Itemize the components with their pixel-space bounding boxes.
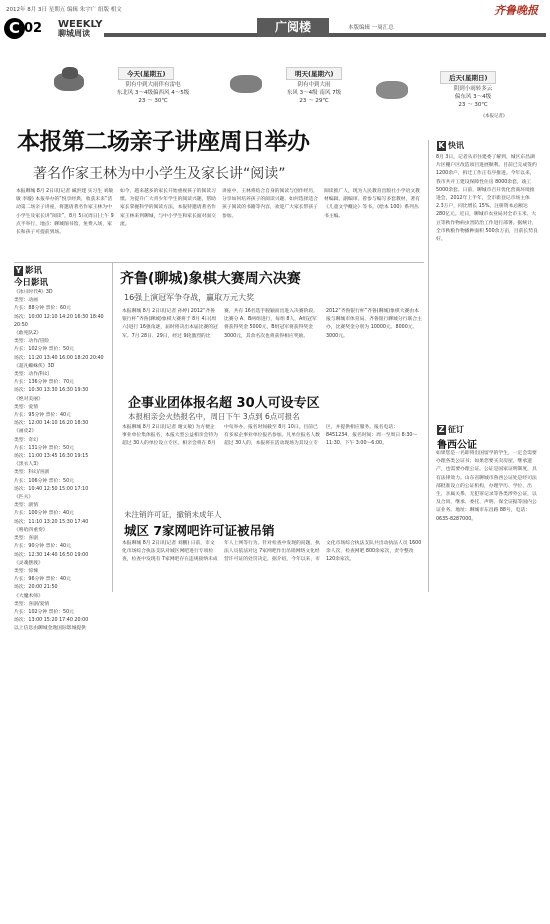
movie-title: 今日影讯 xyxy=(14,278,49,288)
movie-line: 类型：喜剧 xyxy=(14,536,38,542)
movie-line: 《敢死队2》 xyxy=(14,331,42,337)
edition-note: 本版编辑 一周汇总 xyxy=(348,25,394,31)
page-subheadline: 著名作家王林为中小学生及家长讲“阅读” xyxy=(33,166,286,182)
movie-line: 类型：科幻/喜剧 xyxy=(14,470,50,476)
section-label: 快讯 xyxy=(448,141,464,150)
notary-body: 如果您是一名即将出国留学的学生，一定会需要办理各类公证书；如果您要买卖房屋、继承遗产，也需要办理公证。公证是国家证明制度，具有法律效力。山东省聊城市鲁西公证处是经司法部批准设立的公证机构，办理学历、学位、出生、亲属关系、无犯罪记录等各类涉外公证，以及合同、继承、委托、声明、保全证据等国内公证业务。地址：聊城市东昌路 88号，电话：0635-8287000。 xyxy=(436,451,537,522)
movie-line: 类型：动画 xyxy=(14,298,38,304)
section-tab: 广阅楼 xyxy=(257,18,329,37)
weather-desc: 阴到小雨转多云 偏东风 3～4级 23 ～ 30℃ xyxy=(453,86,493,108)
movie-line: 片长：95分钟 票价：40元 xyxy=(14,413,71,419)
news-flash-header xyxy=(437,140,464,151)
section-marker: Y xyxy=(15,266,22,275)
movie-listing xyxy=(14,278,108,632)
masthead-info: 2012年 8月 3日 星期五 编辑 朱宇广 组版 相文 xyxy=(6,7,122,13)
article-dating-title: 企事业团体报名超 30人可设专区 xyxy=(128,396,320,411)
weather-desc: 阴有中到大雨伴有雷电 东北风 3～4级偏西风 4～5级 23 ～ 30℃ xyxy=(116,82,190,104)
weekly-title: WEEKLY xyxy=(58,19,103,30)
section-marker: Z xyxy=(438,425,445,434)
movie-line: 《绝对美丽》 xyxy=(14,396,43,402)
weather-day: 今天(星期五) xyxy=(118,67,174,80)
movie-line: 场次：11:00 13:45 16:30 19:15 xyxy=(14,454,89,460)
movie-line: 以上信息由聊城金逸国际影城提供 xyxy=(14,626,86,632)
movie-line: 片长：100分钟 票价：40元 xyxy=(14,511,74,517)
weekly-label xyxy=(58,20,103,38)
movie-line: 《冰川时代4》3D xyxy=(14,290,53,295)
movie-line: 类型：动作/科幻 xyxy=(14,372,50,378)
article-dating-body: 本报聊城 8月 2日讯(记者 谢文敏) 为方便企事业单位集体报名，本报大型公益相亲会特为超过 30人的单位设立专区。相亲会将在 8月中旬举办，报名时间截至 8月 10日。目前已有多家企事业单位报名参加。凡单位报名人数超过 30人的，本报将在活动现场为其设立专区，并提供相应服务。报名电话：8451234，报名时间：周一至周日 8:30～11:30、下午 3:00～6:00。 xyxy=(122,425,418,447)
section-header xyxy=(4,17,546,41)
weekly-subtitle: 聊城周读 xyxy=(58,29,90,38)
movie-line: 片长：131分钟 票价：50元 xyxy=(14,445,74,451)
movie-line: 场次：12:00 14:10 16:20 18:30 xyxy=(14,421,89,427)
page-marker xyxy=(4,18,43,40)
section-letter: C xyxy=(4,18,25,39)
movie-line: 片长：136分钟 票价：70元 xyxy=(14,380,74,386)
masthead xyxy=(4,3,544,17)
movie-line: 片长：90分钟 票价：40元 xyxy=(14,544,71,550)
movie-line: 《超凡蜘蛛侠》3D xyxy=(14,363,55,369)
movie-line: 《匹夫》 xyxy=(14,495,34,501)
column-divider xyxy=(428,140,429,592)
page-number: 02 xyxy=(24,21,43,36)
movie-section-header xyxy=(14,264,42,276)
movie-line: 场次：10:00 12:10 14:20 16:30 18:40 20:50 xyxy=(14,314,104,328)
movie-line: 场次：13:00 15:20 17:40 20:00 xyxy=(14,618,89,624)
movie-line: 《黑衣人3》 xyxy=(14,462,42,468)
article-dating-subtitle: 本报相亲会火热报名中，周日下午 3点到 6点可报名 xyxy=(128,412,300,421)
article-netcafe-title: 城区 7家网吧许可证被吊销 xyxy=(124,523,275,538)
movie-line: 类型：喜剧/爱情 xyxy=(14,601,50,607)
lead-article-col1: 本报聊城 8月 2日讯(记者 臧洪建 实习生 刘敏敏 李璇) 本报举办的“悦享经典，收获未来”活动第二场亲子讲座，将邀请著名作家王林为中小学生及家长讲“阅读”，8月 5日(周日)上午 9点半举行，地点：聊城图书馆，免费入场，家长和孩子可提前到场。 xyxy=(16,189,114,236)
movie-line: 类型：惊悚 xyxy=(14,568,38,574)
weather-tomorrow xyxy=(228,45,358,118)
movie-line: 片长：102分钟 票价：50元 xyxy=(14,347,74,353)
movie-line: 场次：20:00 21:50 xyxy=(14,585,58,591)
movie-lines xyxy=(14,289,108,634)
cloud-icon xyxy=(376,81,408,99)
movie-line: 《灵魂摆渡》 xyxy=(14,560,43,566)
article-chess-body: 本报聊城 8月 2日讯(记者 孙婷) 2012“齐鲁银行杯”齐鲁(聊城)象棋大赛将于 8月 4日(周六)进行 16强角逐，届时将决出本届比赛的冠军。7月 28日、29日，经过 9轮激烈的比赛，共有 16名选手脱颖而出进入决赛阶段。比赛分 A、B两组进行，每组 8人，A组冠军将获得奖金 5000元，B组冠军将获得奖金 3000元，其余名次也将获得相应奖励。2012“齐鲁银行杯”齐鲁(聊城)象棋大赛由本报与聊城市体育局、齐鲁银行聊城分行联合主办，比赛奖金分别为 10000元、8000元、3000元。 xyxy=(122,309,422,339)
movie-line: 类型：动作/冒险 xyxy=(14,339,50,345)
weather-credit: (本报记者) xyxy=(483,114,505,119)
article-netcafe-body: 本报聊城 8月 2日讯(记者 刘鹏) 日前，市文化市场综合执法支队对城区网吧进行专项检查，检查中发现有 7家网吧存在违规接纳未成年人上网等行为。针对检查中发现的问题，执法人员依法对这 7家网吧作出吊销网络文化经营许可证的处罚决定。据介绍，今年以来，市文化市场综合执法支队共出动执法人员 1600余人次，检查网吧 800余家次，责令整改 120余家次。 xyxy=(122,541,422,563)
weather-day-after xyxy=(370,45,540,118)
movie-line: 片长：106分钟 票价：50元 xyxy=(14,478,74,484)
section-label: 影讯 xyxy=(25,266,43,276)
lead-article-col2: 如今，越来越多的家长开始重视孩子的阅读习惯。为提升广大青少年学生的阅读兴趣，帮助家长掌握科学的阅读方法，本报特邀请著名作家王林来到聊城，与中小学生和家长面对面交流。 xyxy=(120,189,216,227)
movie-line: 场次：11:20 13:40 16:00 18:20 20:40 xyxy=(14,355,104,361)
lead-article-col3: 讲座中，王林将结合自身的阅读与创作经历，分享如何培养孩子的阅读兴趣、如何选择适合孩子阅读的书籍等内容，欢迎广大家长带孩子参加。 xyxy=(222,189,318,219)
notary-title: 鲁西公证 xyxy=(437,440,477,451)
movie-line: 片长：96分钟 票价：40元 xyxy=(14,577,71,583)
notary-section-header xyxy=(437,424,464,435)
lead-article-col4: 阅读推广人，现为人民教育出版社小学语文教材编辑，副编审。曾参与编写多套教材，著有《儿童文学概论》等书。《绘本 100》系列丛书主编。 xyxy=(324,189,420,219)
movie-line: 类型：奇幻 xyxy=(14,437,38,443)
article-chess-subtitle: 16强上演冠军争夺战，赢取万元大奖 xyxy=(124,293,255,302)
weather-day: 明天(星期六) xyxy=(286,67,342,80)
movie-line: 场次：12:30 14:40 16:50 19:00 xyxy=(14,552,89,558)
movie-line: 场次：10:40 12:50 15:00 17:10 xyxy=(14,486,89,492)
movie-line: 《画皮2》 xyxy=(14,429,37,435)
movie-line: 类型：剧情 xyxy=(14,503,38,509)
movie-line: 片长：102分钟 票价：50元 xyxy=(14,609,74,615)
section-marker: K xyxy=(438,141,445,150)
column-divider xyxy=(112,262,113,592)
brand-logo: 齐鲁晚报 xyxy=(494,4,538,17)
news-flash-body: 8月 3日，记者从市住建委了解到，城区东昌湖片区棚户区改造项目进展顺利。目前已完成签约 1200余户，拆迁工作正有序推进。今年以来，我市共开工建设保障性住房 8000余套，竣工 5000余套。日前，聊城市召开优化营商环境推进会，2012年上半年，全市新登记市场主体 2.3万户，同比增长 15%。注册资本总额达 280亿元。近日，聊城市农业局对全市玉米、大豆等秋作物病虫害防治工作进行部署。据统计，全市秋粮作物播种面积 500余万亩，目前长势良好。 xyxy=(436,155,538,243)
thunder-icon xyxy=(62,67,78,79)
movie-line: 场次：11:10 13:20 15:30 17:40 xyxy=(14,519,89,525)
weather-today xyxy=(40,45,200,118)
article-netcafe-lead: 未注销许可证，撤销未成年人 xyxy=(124,510,222,519)
section-label: 征订 xyxy=(448,425,464,434)
movie-line: 类型：爱情 xyxy=(14,404,38,410)
movie-line: 《嘻哈四重奏》 xyxy=(14,527,48,533)
page-headline: 本报第二场亲子讲座周日举办 xyxy=(17,129,310,155)
row-divider xyxy=(14,262,424,263)
article-chess-title: 齐鲁(聊城)象棋大赛周六决赛 xyxy=(120,271,301,287)
movie-line: 场次：10:30 13:30 16:30 19:30 xyxy=(14,388,89,394)
weather-desc: 阴有中到大雨 东风 3～4级 南风 7级 23 ～ 29℃ xyxy=(286,82,342,104)
weather-day: 后天(星期日) xyxy=(440,71,496,84)
cloud-rain-icon xyxy=(230,75,262,93)
movie-line: 片长：88分钟 票价：60元 xyxy=(14,306,71,312)
movie-line: 《大魔术师》 xyxy=(14,593,43,599)
